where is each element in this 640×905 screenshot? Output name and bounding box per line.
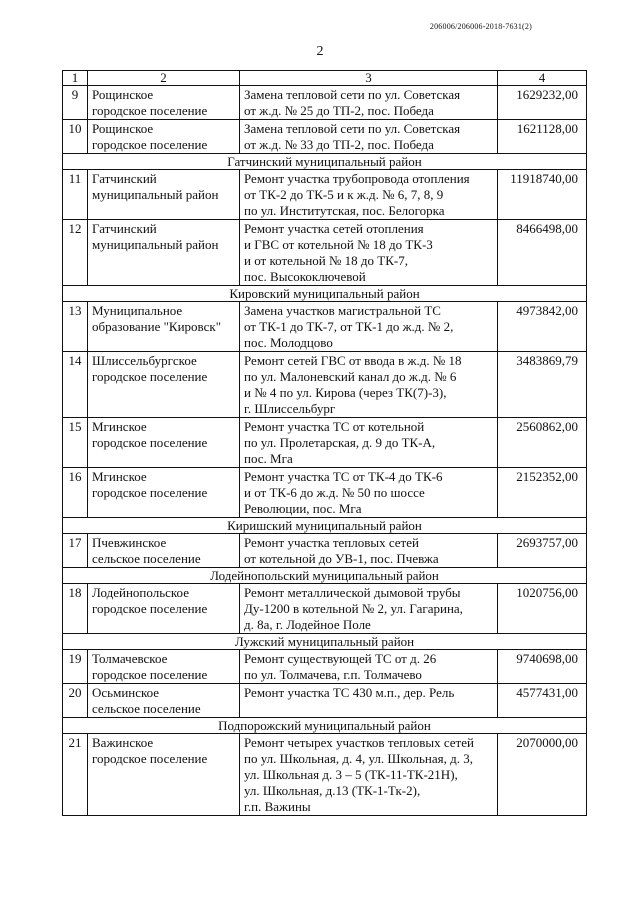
funding-table [62,70,587,816]
municipality-line: Рощинское [92,87,154,102]
table-row [63,468,587,518]
work-description-line: г.п. Важины [244,799,311,814]
municipality-line: городское поселение [92,485,208,500]
municipality-line: Толмачевское [92,651,168,666]
municipality-cell [88,170,240,220]
work-description-cell [240,418,498,468]
work-description-line: Замена тепловой сети по ул. Советская [244,87,461,102]
work-description-line: по ул. Пролетарская, д. 9 до ТК-А, [244,435,436,450]
work-description-line: Ремонт участка трубопровода отопления [244,171,470,186]
section-title: Подпорожский муниципальный район [63,718,587,734]
work-description-line: Ремонт участка ТС от котельной [244,419,425,434]
municipality-line: муниципальный район [92,237,219,252]
municipality-line: Лодейнопольское [92,585,189,600]
municipality-line: городское поселение [92,103,208,118]
work-description-line: пос. Высокоключевой [244,269,366,284]
table-row [63,86,587,120]
work-description-line: и ГВС от котельной № 18 до ТК-3 [244,237,433,252]
work-description-line: по ул. Школьная, д. 4, ул. Школьная, д. 3, [244,751,473,766]
work-description-cell [240,170,498,220]
row-number: 17 [63,534,88,568]
work-description-cell [240,534,498,568]
amount-cell: 11918740,00 [498,170,587,220]
row-number: 20 [63,684,88,718]
document-id: 206006/206006-2018-7631(2) [429,22,532,31]
work-description-line: Ремонт участка ТС от ТК-4 до ТК-6 [244,469,443,484]
municipality-line: Мгинское [92,469,147,484]
section-header-row [63,154,587,170]
municipality-cell [88,650,240,684]
municipality-line: городское поселение [92,601,208,616]
municipality-line: Рощинское [92,121,154,136]
work-description-line: Ремонт четырех участков тепловых сетей [244,735,474,750]
work-description-line: по ул. Толмачева, г.п. Толмачево [244,667,422,682]
amount-cell: 2070000,00 [498,734,587,816]
row-number: 15 [63,418,88,468]
municipality-cell [88,352,240,418]
work-description-cell [240,86,498,120]
municipality-line: городское поселение [92,435,208,450]
work-description-line: Ремонт существующей ТС от д. 26 [244,651,437,666]
work-description-cell [240,302,498,352]
work-description-cell [240,220,498,286]
row-number: 10 [63,120,88,154]
work-description-line: от ТК-2 до ТК-5 и к ж.д. № 6, 7, 8, 9 [244,187,444,202]
work-description-line: Ремонт участка тепловых сетей [244,535,419,550]
section-header-row [63,718,587,734]
work-description-line: от ж.д. № 33 до ТП-2, пос. Победа [244,137,434,152]
municipality-line: Мгинское [92,419,147,434]
section-title: Гатчинский муниципальный район [63,154,587,170]
municipality-line: городское поселение [92,667,208,682]
work-description-line: Ду-1200 в котельной № 2, ул. Гагарина, [244,601,463,616]
section-header-row [63,568,587,584]
work-description-line: Революции, пос. Мга [244,501,362,516]
row-number: 12 [63,220,88,286]
work-description-line: пос. Молодцово [244,335,333,350]
municipality-line: сельское поселение [92,701,201,716]
municipality-cell [88,418,240,468]
section-header-row [63,518,587,534]
work-description-cell [240,468,498,518]
amount-cell: 1621128,00 [498,120,587,154]
amount-cell: 3483869,79 [498,352,587,418]
work-description-cell [240,650,498,684]
table-row [63,170,587,220]
table-row [63,120,587,154]
column-header-2: 2 [88,71,240,86]
municipality-cell [88,302,240,352]
work-description-cell [240,352,498,418]
work-description-cell [240,120,498,154]
table-row [63,418,587,468]
table-header-row [63,71,587,86]
table-row [63,220,587,286]
municipality-line: Муниципальное [92,303,183,318]
table-row [63,584,587,634]
work-description-line: по ул. Институтская, пос. Белогорка [244,203,445,218]
work-description-line: Замена участков магистральной ТС [244,303,441,318]
amount-cell: 1629232,00 [498,86,587,120]
work-description-cell [240,584,498,634]
amount-cell: 4973842,00 [498,302,587,352]
row-number: 9 [63,86,88,120]
municipality-line: городское поселение [92,751,208,766]
work-description-line: д. 8а, г. Лодейное Поле [244,617,371,632]
municipality-cell [88,734,240,816]
work-description-line: Замена тепловой сети по ул. Советская [244,121,461,136]
municipality-line: Гатчинский [92,171,157,186]
municipality-line: сельское поселение [92,551,201,566]
row-number: 21 [63,734,88,816]
municipality-line: городское поселение [92,369,208,384]
page-number: 2 [316,44,324,59]
work-description-line: от ж.д. № 25 до ТП-2, пос. Победа [244,103,434,118]
municipality-cell [88,86,240,120]
work-description-line: и от ТК-6 до ж.д. № 50 по шоссе [244,485,425,500]
work-description-cell [240,684,498,718]
work-description-line: Ремонт участка сетей отопления [244,221,424,236]
row-number: 18 [63,584,88,634]
section-title: Лужский муниципальный район [63,634,587,650]
amount-cell: 8466498,00 [498,220,587,286]
table-row [63,734,587,816]
work-description-line: по ул. Малоневский канал до ж.д. № 6 [244,369,457,384]
amount-cell: 4577431,00 [498,684,587,718]
section-title: Лодейнопольский муниципальный район [63,568,587,584]
municipality-cell [88,584,240,634]
municipality-line: образование "Кировск" [92,319,222,334]
work-description-line: от ТК-1 до ТК-7, от ТК-1 до ж.д. № 2, [244,319,454,334]
municipality-cell [88,468,240,518]
municipality-line: Гатчинский [92,221,157,236]
work-description-cell [240,734,498,816]
amount-cell: 1020756,00 [498,584,587,634]
row-number: 13 [63,302,88,352]
municipality-line: городское поселение [92,137,208,152]
municipality-line: Важинское [92,735,154,750]
section-title: Кировский муниципальный район [63,286,587,302]
column-header-4: 4 [498,71,587,86]
work-description-line: ул. Школьная, д.13 (ТК-1-Тк-2), [244,783,421,798]
table-row [63,302,587,352]
work-description-line: пос. Мга [244,451,293,466]
table-row [63,352,587,418]
municipality-line: муниципальный район [92,187,219,202]
column-header-3: 3 [240,71,498,86]
amount-cell: 2693757,00 [498,534,587,568]
work-description-line: Ремонт участка ТС 430 м.п., дер. Рель [244,685,455,700]
municipality-cell [88,220,240,286]
section-header-row [63,634,587,650]
row-number: 19 [63,650,88,684]
amount-cell: 2152352,00 [498,468,587,518]
row-number: 11 [63,170,88,220]
municipality-line: Шлиссельбургское [92,353,197,368]
column-header-1: 1 [63,71,88,86]
municipality-line: Осьминское [92,685,160,700]
section-title: Киришский муниципальный район [63,518,587,534]
municipality-cell [88,534,240,568]
work-description-line: г. Шлиссельбург [244,401,336,416]
municipality-cell [88,684,240,718]
funding-table-body [63,71,587,816]
municipality-line: Пчевжинское [92,535,167,550]
amount-cell: 2560862,00 [498,418,587,468]
table-row [63,684,587,718]
work-description-line: Ремонт сетей ГВС от ввода в ж.д. № 18 [244,353,462,368]
row-number: 16 [63,468,88,518]
work-description-line: от котельной до УВ-1, пос. Пчевжа [244,551,439,566]
municipality-cell [88,120,240,154]
amount-cell: 9740698,00 [498,650,587,684]
row-number: 14 [63,352,88,418]
table-row [63,650,587,684]
work-description-line: ул. Школьная д. 3 – 5 (ТК-11-ТК-21Н), [244,767,458,782]
work-description-line: и № 4 по ул. Кирова (через ТК(7)-3), [244,385,447,400]
section-header-row [63,286,587,302]
work-description-line: и от котельной № 18 до ТК-7, [244,253,408,268]
work-description-line: Ремонт металлической дымовой трубы [244,585,461,600]
table-row [63,534,587,568]
